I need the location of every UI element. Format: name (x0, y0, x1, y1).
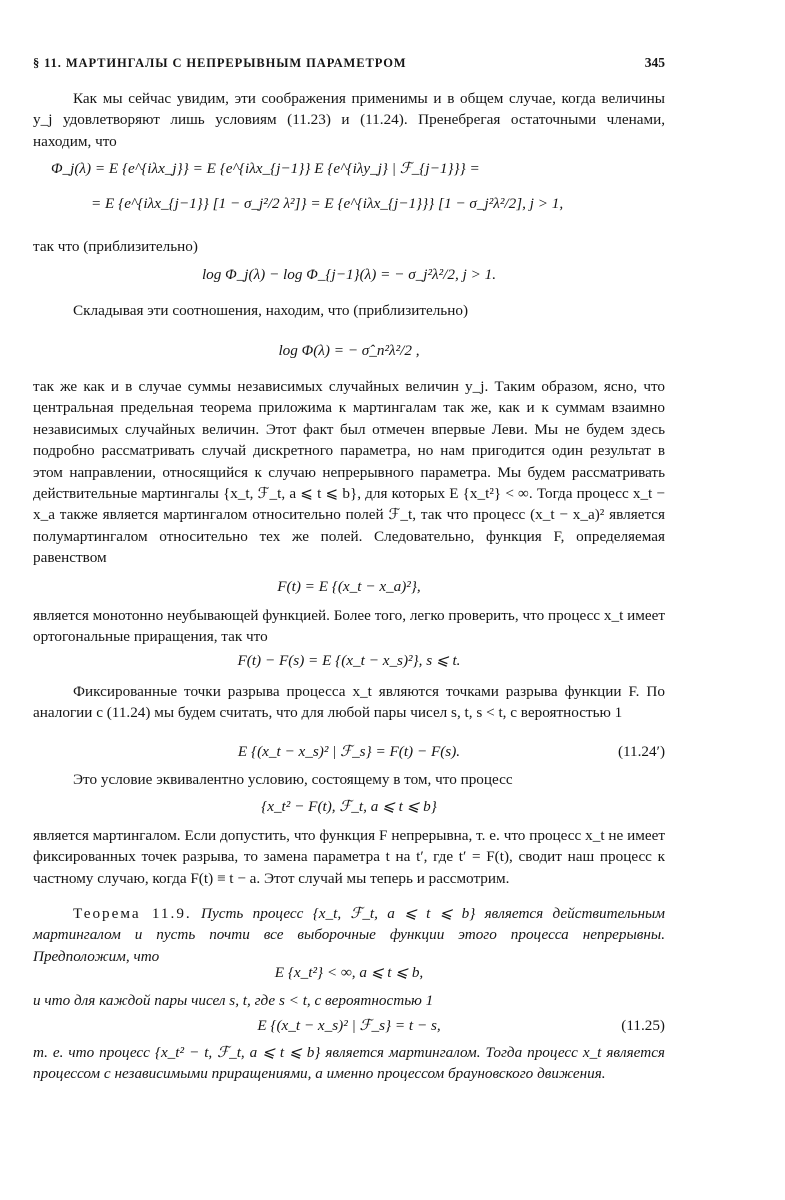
paragraph-continuous (33, 825, 665, 889)
theorem-statement: т. е. что процесс {x_t² − t, ℱ_t, a ⩽ t ⩽ b} является мартингалом. Тогда процесс x_t является процессом с независимыми приращениями, а именно процессом брауновского движения. (33, 1044, 665, 1083)
equation-martingale-set (33, 796, 665, 817)
paragraph-equivalent (33, 769, 665, 790)
paragraph-text: Это условие эквивалентно условию, состоящему в том, что процесс (73, 771, 513, 788)
running-title: § 11. МАРТИНГАЛЫ С НЕПРЕРЫВНЫМ ПАРАМЕТРОМ (33, 56, 407, 70)
equation-line: E {(x_t − x_s)² | ℱ_s} = t − s, (257, 1017, 441, 1034)
paragraph-monotone (33, 605, 665, 648)
paragraph-text: является мартингалом. Если допустить, что функция F непрерывна, т. е. что процесс x_t не имеет фиксированных точек разрыва, то замена параметра t на t′, где t′ = F(t), сводит наш процесс к частному случаю, когда F(t) ≡ t − a. Этот случай мы теперь и рассмотрим. (33, 827, 665, 887)
paragraph-text: так же как и в случае суммы независимых случайных величин y_j. Таким образом, ясно, что центральная предельная теорема приложима к мартингалам так же, как и к суммам взаимно независимых случайных величин. Этот факт был отмечен впервые Леви. Мы не будем здесь подробно рассматривать случай дискретного параметра, но нам пригодится один результат в этом направлении, относящийся к случаю непрерывного параметра. Мы будем рассматривать действительные мартингалы {x_t, ℱ_t, a ⩽ t ⩽ b}, для которых E {x_t²} < ∞. Тогда процесс x_t − x_a также является мартингалом относительно полей ℱ_t, так что процесс (x_t − x_a)² является полумартингалом относительно тех же полей. Следовательно, функция F, определяемая равенством (33, 378, 665, 567)
paragraph-martingales (33, 376, 665, 569)
paragraph-text: является монотонно неубывающей функцией. Более того, легко проверить, что процесс x_t имеет ортогональные приращения, так что (33, 607, 665, 646)
theorem-conclusion (33, 1042, 665, 1085)
equation-line: {x_t² − F(t), ℱ_t, a ⩽ t ⩽ b} (261, 798, 437, 815)
equation-second-moment (33, 962, 665, 983)
paragraph-summing (33, 300, 665, 321)
equation-log-phi-j (33, 264, 665, 285)
paragraph-text: так что (приблизительно) (33, 238, 198, 255)
equation-line: E {x_t²} < ∞, a ⩽ t ⩽ b, (274, 964, 424, 981)
theorem-label: Теорема 11.9. (73, 905, 192, 922)
equation-log-phi (33, 340, 665, 361)
equation-line: E {(x_t − x_s)² | ℱ_s} = F(t) − F(s). (237, 743, 461, 760)
equation-line: Φ_j(λ) = E {e^{iλx_j}} = E {e^{iλx_{j−1}} E {e^{iλy_j} | ℱ_{j−1}}} = (51, 160, 480, 177)
equation-11-24-prime (33, 741, 665, 765)
theorem-statement: и что для каждой пары чисел s, t, где s < t, с вероятностью 1 (33, 992, 434, 1009)
equation-line: log Φ_j(λ) − log Φ_{j−1}(λ) = − σ_j²λ²/2, j > 1. (201, 266, 497, 283)
paragraph-text: Складывая эти соотношения, находим, что (приблизительно) (73, 302, 469, 319)
page-number: 345 (644, 55, 665, 70)
paragraph-text: Фиксированные точки разрыва процесса x_t являются точками разрыва функции F. По аналогии с (11.24) мы будем считать, что для любой пары чисел s, t, s < t, с вероятностью 1 (33, 683, 665, 722)
paragraph-intro (33, 88, 665, 152)
running-header (33, 52, 665, 74)
equation-11-25 (33, 1015, 665, 1039)
equation-number: (11.25) (621, 1017, 665, 1034)
theorem-condition (33, 990, 665, 1011)
equation-phi-j (33, 158, 665, 215)
equation-F-increment (33, 650, 665, 671)
equation-line: = E {e^{iλx_{j−1}} [1 − σ_j²/2 λ²]} = E {e^{iλx_{j−1}}} [1 − σ_j²λ²/2], j > 1, (91, 195, 564, 213)
equation-number: (11.24′) (617, 743, 665, 760)
theorem-11-9 (33, 903, 665, 967)
theorem-statement: Пусть процесс {x_t, ℱ_t, a ⩽ t ⩽ b} является действительным мартингалом и пусть почти все выборочные функции этого процесса непрерывны. Предположим, что (33, 905, 665, 965)
equation-F-definition (33, 576, 665, 597)
paragraph-text: Как мы сейчас увидим, эти соображения применимы и в общем случае, когда величины y_j удовлетворяют лишь условиям (11.23) и (11.24). Пренебрегая остаточными членами, находим, что (33, 90, 665, 150)
equation-line: F(t) − F(s) = E {(x_t − x_s)²}, s ⩽ t. (237, 652, 461, 669)
equation-line: F(t) = E {(x_t − x_a)²}, (277, 578, 421, 595)
paragraph-fixed-points (33, 681, 665, 724)
equation-line: log Φ(λ) = − σ̂_n²λ²/2 , (278, 342, 420, 359)
paragraph-approx (33, 236, 665, 257)
